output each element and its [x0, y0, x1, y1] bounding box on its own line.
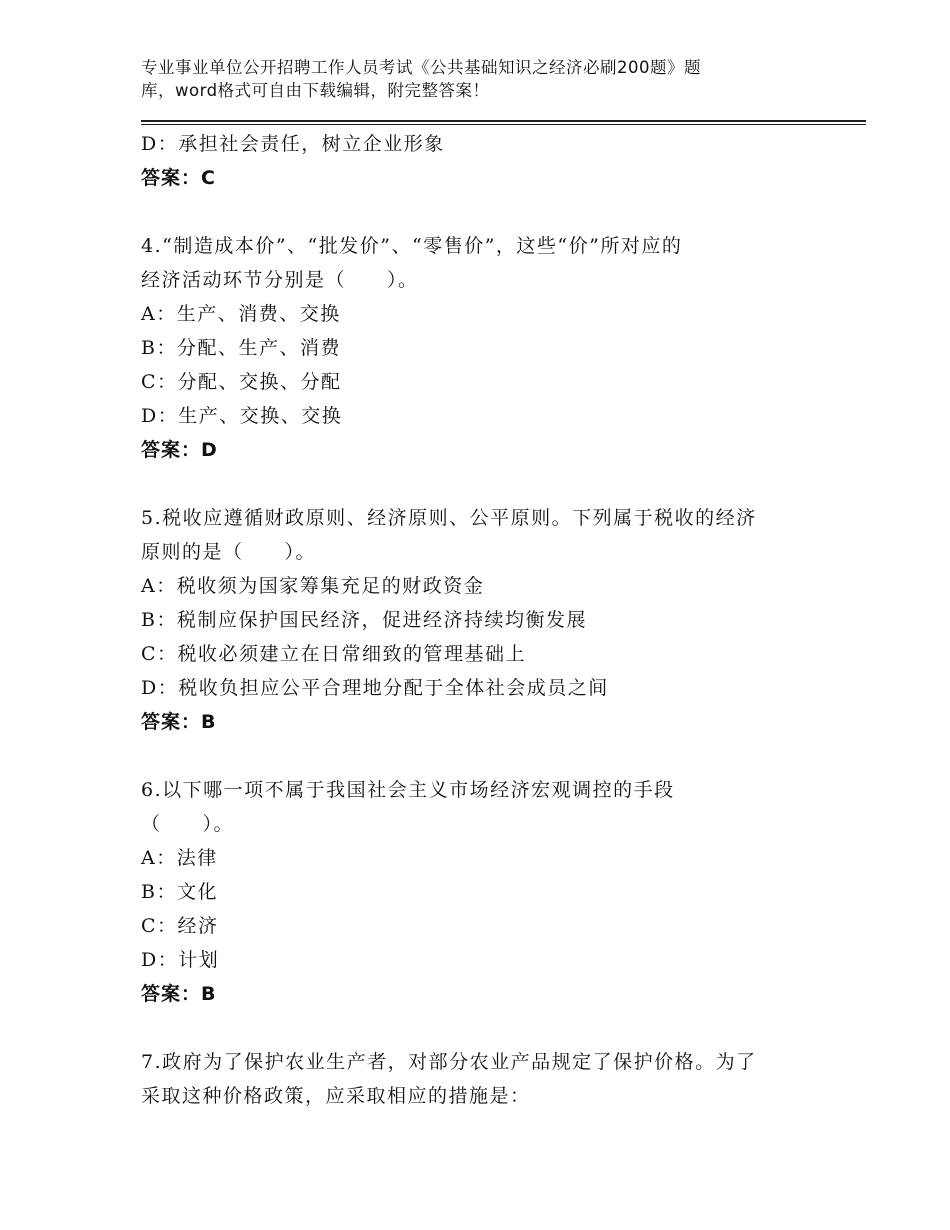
q5-answer: 答案：B [141, 711, 217, 733]
spacer [141, 739, 866, 773]
q5-option-b: B：税制应保护国民经济，促进经济持续均衡发展 [141, 609, 587, 631]
q6-answer: 答案：B [141, 983, 217, 1005]
document-body [141, 127, 866, 1113]
q6-option-b: B：文化 [141, 881, 218, 903]
q6-stem-line-2: （ ）。 [141, 813, 235, 835]
header-rule-thick [141, 120, 866, 122]
q6-option-d: D：计划 [141, 949, 220, 971]
header-line-1: 专业事业单位公开招聘工作人员考试《公共基础知识之经济必刷200题》题 [141, 58, 701, 77]
q4-stem-line-2: 经济活动环节分别是（ ）。 [141, 269, 419, 291]
question-4 [141, 229, 866, 467]
question-7 [141, 1045, 866, 1113]
q4-stem-line-1: 4.“制造成本价”、“批发价”、“零售价”，这些“价”所对应的 [141, 235, 683, 257]
q7-stem-line-1: 7.政府为了保护农业生产者，对部分农业产品规定了保护价格。为了 [141, 1051, 757, 1073]
question-5 [141, 501, 866, 739]
q5-option-a: A：税收须为国家筹集充足的财政资金 [141, 575, 485, 597]
spacer [141, 467, 866, 501]
q4-option-a: A：生产、消费、交换 [141, 303, 341, 325]
document-header [141, 56, 781, 102]
q3-answer: 答案：C [141, 167, 216, 189]
q4-option-c: C：分配、交换、分配 [141, 371, 342, 393]
q6-option-a: A：法律 [141, 847, 218, 869]
q5-option-d: D：税收负担应公平合理地分配于全体社会成员之间 [141, 677, 609, 699]
q7-stem-line-2: 采取这种价格政策，应采取相应的措施是： [141, 1085, 531, 1107]
question-3-tail [141, 127, 866, 195]
q5-stem-line-1: 5.税收应遵循财政原则、经济原则、公平原则。下列属于税收的经济 [141, 507, 757, 529]
q4-option-b: B：分配、生产、消费 [141, 337, 341, 359]
header-line-2: 库，word格式可自由下载编辑，附完整答案！ [141, 81, 490, 100]
q4-answer: 答案：D [141, 439, 218, 461]
spacer [141, 195, 866, 229]
q5-option-c: C：税收必须建立在日常细致的管理基础上 [141, 643, 527, 665]
q4-option-d: D：生产、交换、交换 [141, 405, 343, 427]
q3-option-d: D：承担社会责任，树立企业形象 [141, 133, 445, 155]
spacer [141, 1011, 866, 1045]
q6-option-c: C：经济 [141, 915, 219, 937]
question-6 [141, 773, 866, 1011]
q5-stem-line-2: 原则的是（ ）。 [141, 541, 317, 563]
header-rule-thin [141, 124, 866, 125]
q6-stem-line-1: 6.以下哪一项不属于我国社会主义市场经济宏观调控的手段 [141, 779, 675, 801]
